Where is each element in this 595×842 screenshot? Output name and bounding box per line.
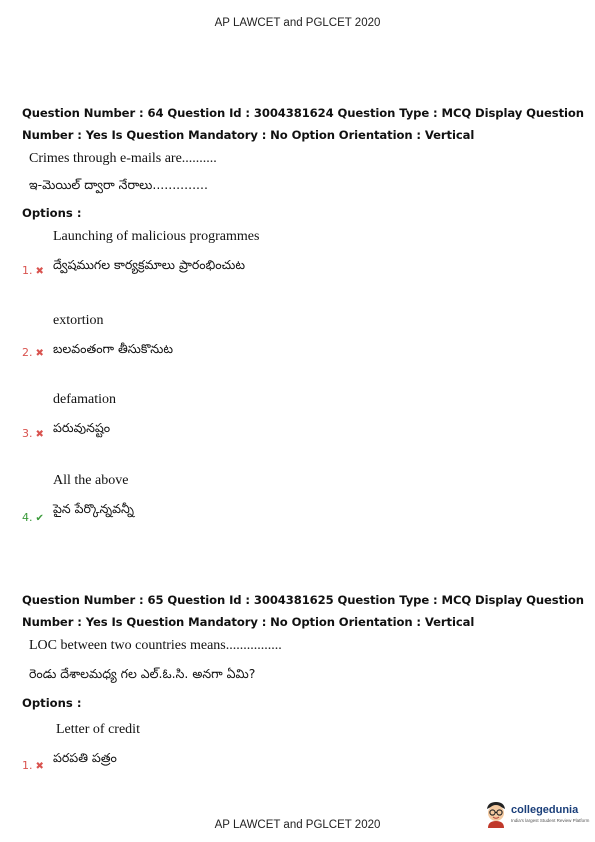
option-1 xyxy=(22,721,582,781)
option-text-te: బలవంతంగా తీసుకొనుట xyxy=(53,341,173,356)
wrong-mark-icon: ✖ xyxy=(35,348,44,359)
option-text-en: Launching of malicious programmes xyxy=(53,229,260,244)
check-mark-icon: ✔ xyxy=(35,513,44,524)
option-text-te: పైన పేర్కొన్నవన్నీ xyxy=(53,501,135,516)
logo-tagline: India's largest Student Review Platform xyxy=(511,818,590,823)
logo-brand-text: collegedunia xyxy=(511,804,579,816)
option-1 xyxy=(22,228,582,288)
option-number: 2. ✖ xyxy=(22,346,44,359)
wrong-mark-icon: ✖ xyxy=(35,761,44,772)
collegedunia-logo xyxy=(484,798,589,834)
option-text-te: పరపతి పత్రం xyxy=(53,750,117,765)
wrong-mark-icon: ✖ xyxy=(35,429,44,440)
option-text-en: All the above xyxy=(53,473,129,488)
page-footer: AP LAWCET and PGLCET 2020 xyxy=(214,819,381,831)
page-header: AP LAWCET and PGLCET 2020 xyxy=(214,17,381,29)
options-label: Options : xyxy=(22,206,82,220)
option-text-en: extortion xyxy=(53,313,104,328)
question-text-en: LOC between two countries means................ xyxy=(29,638,282,653)
option-text-en: Letter of credit xyxy=(56,722,140,737)
option-text-te: పరువునష్టం xyxy=(53,420,111,435)
option-2 xyxy=(22,312,582,372)
student-avatar-icon xyxy=(484,800,508,828)
question-block-65 xyxy=(22,589,582,789)
question-meta-line1: Question Number : 65 Question Id : 3004381625 Question Type : MCQ Display Question xyxy=(22,593,584,607)
option-3 xyxy=(22,391,582,451)
question-meta-line1: Question Number : 64 Question Id : 3004381624 Question Type : MCQ Display Question xyxy=(22,106,584,120)
options-label: Options : xyxy=(22,696,82,710)
question-text-te: రెండు దేశాలమధ్య గల ఎల్.ఓ.సి. అనగా ఏమి? xyxy=(29,666,256,681)
option-4 xyxy=(22,472,582,532)
question-text-te: ఇ-మెయిల్ ద్వారా నేరాలు.............. xyxy=(29,177,208,192)
question-meta-line2: Number : Yes Is Question Mandatory : No Option Orientation : Vertical xyxy=(22,128,475,142)
option-number: 1. ✖ xyxy=(22,759,44,772)
wrong-mark-icon: ✖ xyxy=(35,266,44,277)
option-number: 1. ✖ xyxy=(22,264,44,277)
option-text-en: defamation xyxy=(53,392,116,407)
option-number: 3. ✖ xyxy=(22,427,44,440)
option-number: 4. ✔ xyxy=(22,511,44,524)
question-block-64 xyxy=(22,102,582,532)
question-meta-line2: Number : Yes Is Question Mandatory : No Option Orientation : Vertical xyxy=(22,615,475,629)
question-text-en: Crimes through e-mails are.......... xyxy=(29,151,217,166)
option-text-te: ద్వేషముగల కార్యక్రమాలు ప్రారంభించుట xyxy=(53,257,246,272)
